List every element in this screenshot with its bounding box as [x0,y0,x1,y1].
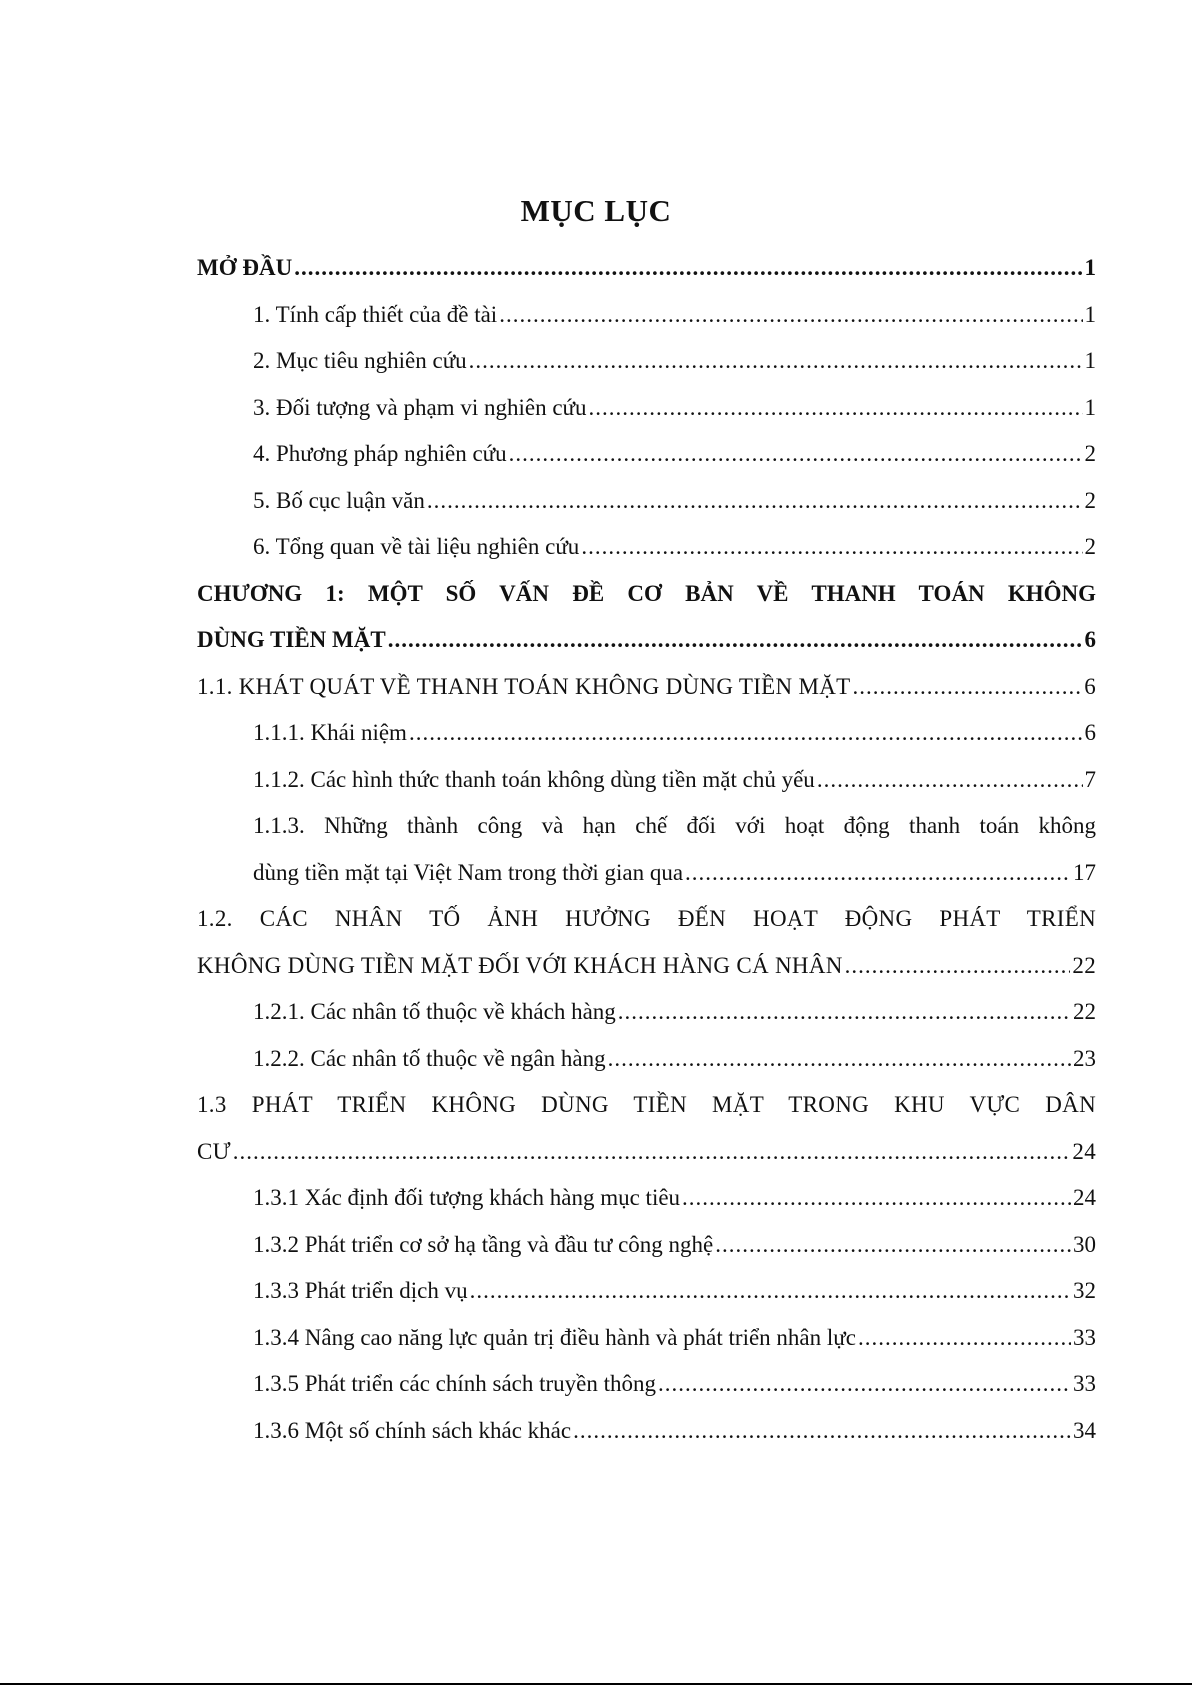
toc-entry-section-1-3-line1[interactable] [197,1082,1096,1129]
page-title: MỤC LỤC [520,193,672,228]
toc-entry-section-1-2-line2[interactable] [197,943,1096,990]
toc-entry[interactable] [197,1315,1096,1362]
toc-entry-1-1-3-line1[interactable] [197,803,1096,850]
toc-entry-label: 1.3.6 Một số chính sách khác khác [253,1417,572,1443]
toc-entry-page: 6 [1084,673,1096,699]
toc-entry-label: CHƯƠNG 1: MỘT SỐ VẤN ĐỀ CƠ BẢN VỀ THANH TOÁN KHÔNG [197,580,1096,606]
table-of-contents [197,245,1096,1454]
toc-entry-label: 2. Mục tiêu nghiên cứu [253,348,467,373]
toc-entry-page: 6 [1084,627,1096,652]
dot-leader [581,524,1082,571]
dot-leader [509,431,1083,478]
dot-leader [294,245,1082,292]
dot-leader [470,1268,1071,1315]
toc-entry-1-1-3-line2[interactable] [197,850,1096,897]
toc-entry-label: 1.3.2 Phát triển cơ sở hạ tầng và đầu tư công nghệ [253,1231,714,1257]
toc-entry[interactable] [197,1175,1096,1222]
dot-leader [715,1222,1071,1269]
toc-entry-label: 4. Phương pháp nghiên cứu [253,441,507,466]
toc-entry-label: 6. Tổng quan về tài liệu nghiên cứu [253,534,580,559]
toc-entry-label: 1.2.1. Các nhân tố thuộc về khách hàng [253,999,616,1024]
toc-entry[interactable] [197,1408,1096,1455]
toc-entry-page: 34 [1073,1417,1096,1443]
toc-entry-page: 2 [1084,487,1096,513]
toc-entry-page: 33 [1073,1324,1096,1350]
toc-entry-chapter-1-line1[interactable] [197,571,1096,618]
toc-entry-label: KHÔNG DÙNG TIỀN MẶT ĐỐI VỚI KHÁCH HÀNG CÁ NHÂN [197,952,843,978]
toc-entry[interactable] [197,1036,1096,1083]
toc-entry-page: 22 [1072,952,1096,978]
toc-entry-label: 1.2.2. Các nhân tố thuộc về ngân hàng [253,1045,606,1071]
dot-leader [853,664,1083,711]
toc-entry-page: 7 [1084,766,1096,792]
toc-entry[interactable] [197,338,1096,385]
toc-entry[interactable] [197,989,1096,1036]
toc-entry-label: 3. Đối tượng và phạm vi nghiên cứu [253,394,587,420]
dot-leader [817,757,1083,804]
dot-leader [845,943,1071,990]
toc-entry-page: 17 [1073,859,1096,885]
toc-entry[interactable] [197,1361,1096,1408]
toc-entry[interactable] [197,478,1096,525]
toc-entry-page: 33 [1073,1371,1096,1396]
dot-leader [233,1129,1071,1176]
toc-entry-page: 32 [1073,1278,1096,1303]
dot-leader [858,1315,1071,1362]
toc-entry-label: CƯ [197,1138,231,1164]
dot-leader [499,292,1082,339]
toc-entry-label: 5. Bố cục luận văn [253,487,425,513]
toc-entry-mo-dau[interactable] [197,245,1096,292]
dot-leader [682,1175,1071,1222]
toc-entry-label: 1.3.5 Phát triển các chính sách truyền thông [253,1371,657,1396]
dot-leader [573,1408,1071,1455]
toc-entry-page: 1 [1084,301,1096,327]
toc-entry-page: 23 [1073,1045,1096,1071]
toc-entry-page: 24 [1073,1185,1096,1210]
toc-entry-section-1-1[interactable] [197,664,1096,711]
toc-entry-page: 2 [1084,441,1096,466]
dot-leader [409,710,1083,757]
toc-entry-page: 22 [1073,999,1096,1024]
toc-entry-section-1-3-line2[interactable] [197,1129,1096,1176]
toc-entry[interactable] [197,1222,1096,1269]
toc-entry-page: 1 [1084,348,1096,373]
toc-entry-label: 1.2. CÁC NHÂN TỐ ẢNH HƯỞNG ĐẾN HOẠT ĐỘNG PHÁT TRIỂN [197,906,1096,931]
dot-leader [608,1036,1071,1083]
toc-entry-page: 1 [1084,255,1096,280]
toc-entry-section-1-2-line1[interactable] [197,896,1096,943]
toc-entry-label: 1.1.1. Khái niệm [253,720,407,745]
toc-entry-label: 1.1.3. Những thành công và hạn chế đối với hoạt động thanh toán không [253,813,1096,838]
toc-entry-label: 1.3.1 Xác định đối tượng khách hàng mục tiêu [253,1185,681,1210]
toc-entry-label: dùng tiền mặt tại Việt Nam trong thời gian qua [253,859,684,885]
toc-entry-page: 30 [1073,1231,1096,1257]
toc-entry-label: DÙNG TIỀN MẶT [197,627,386,652]
toc-entry-page: 1 [1084,394,1096,420]
toc-entry[interactable] [197,524,1096,571]
toc-entry-label: 1.3.3 Phát triển dịch vụ [253,1278,468,1303]
dot-leader [658,1361,1071,1408]
toc-entry-page: 2 [1084,534,1096,559]
toc-entry-label: 1.3.4 Nâng cao năng lực quản trị điều hành và phát triển nhân lực [253,1324,856,1350]
toc-entry-label: 1.1.2. Các hình thức thanh toán không dùng tiền mặt chủ yếu [253,766,815,792]
toc-entry[interactable] [197,385,1096,432]
toc-entry-page: 24 [1072,1138,1096,1164]
toc-entry-label: 1. Tính cấp thiết của đề tài [253,301,498,327]
dot-leader [618,989,1071,1036]
toc-entry-chapter-1-line2[interactable] [197,617,1096,664]
dot-leader [427,478,1083,525]
toc-entry-label: 1.1. KHÁT QUÁT VỀ THANH TOÁN KHÔNG DÙNG TIỀN MẶT [197,673,851,699]
toc-entry[interactable] [197,757,1096,804]
dot-leader [685,850,1071,897]
dot-leader [469,338,1083,385]
toc-entry[interactable] [197,710,1096,757]
toc-entry-label: 1.3 PHÁT TRIỂN KHÔNG DÙNG TIỀN MẶT TRONG KHU VỰC DÂN [197,1092,1096,1117]
toc-entry-label: MỞ ĐẦU [197,255,293,280]
toc-entry-page: 6 [1084,720,1096,745]
toc-entry[interactable] [197,292,1096,339]
dot-leader [589,385,1083,432]
toc-entry[interactable] [197,1268,1096,1315]
toc-entry[interactable] [197,431,1096,478]
dot-leader [388,617,1083,664]
